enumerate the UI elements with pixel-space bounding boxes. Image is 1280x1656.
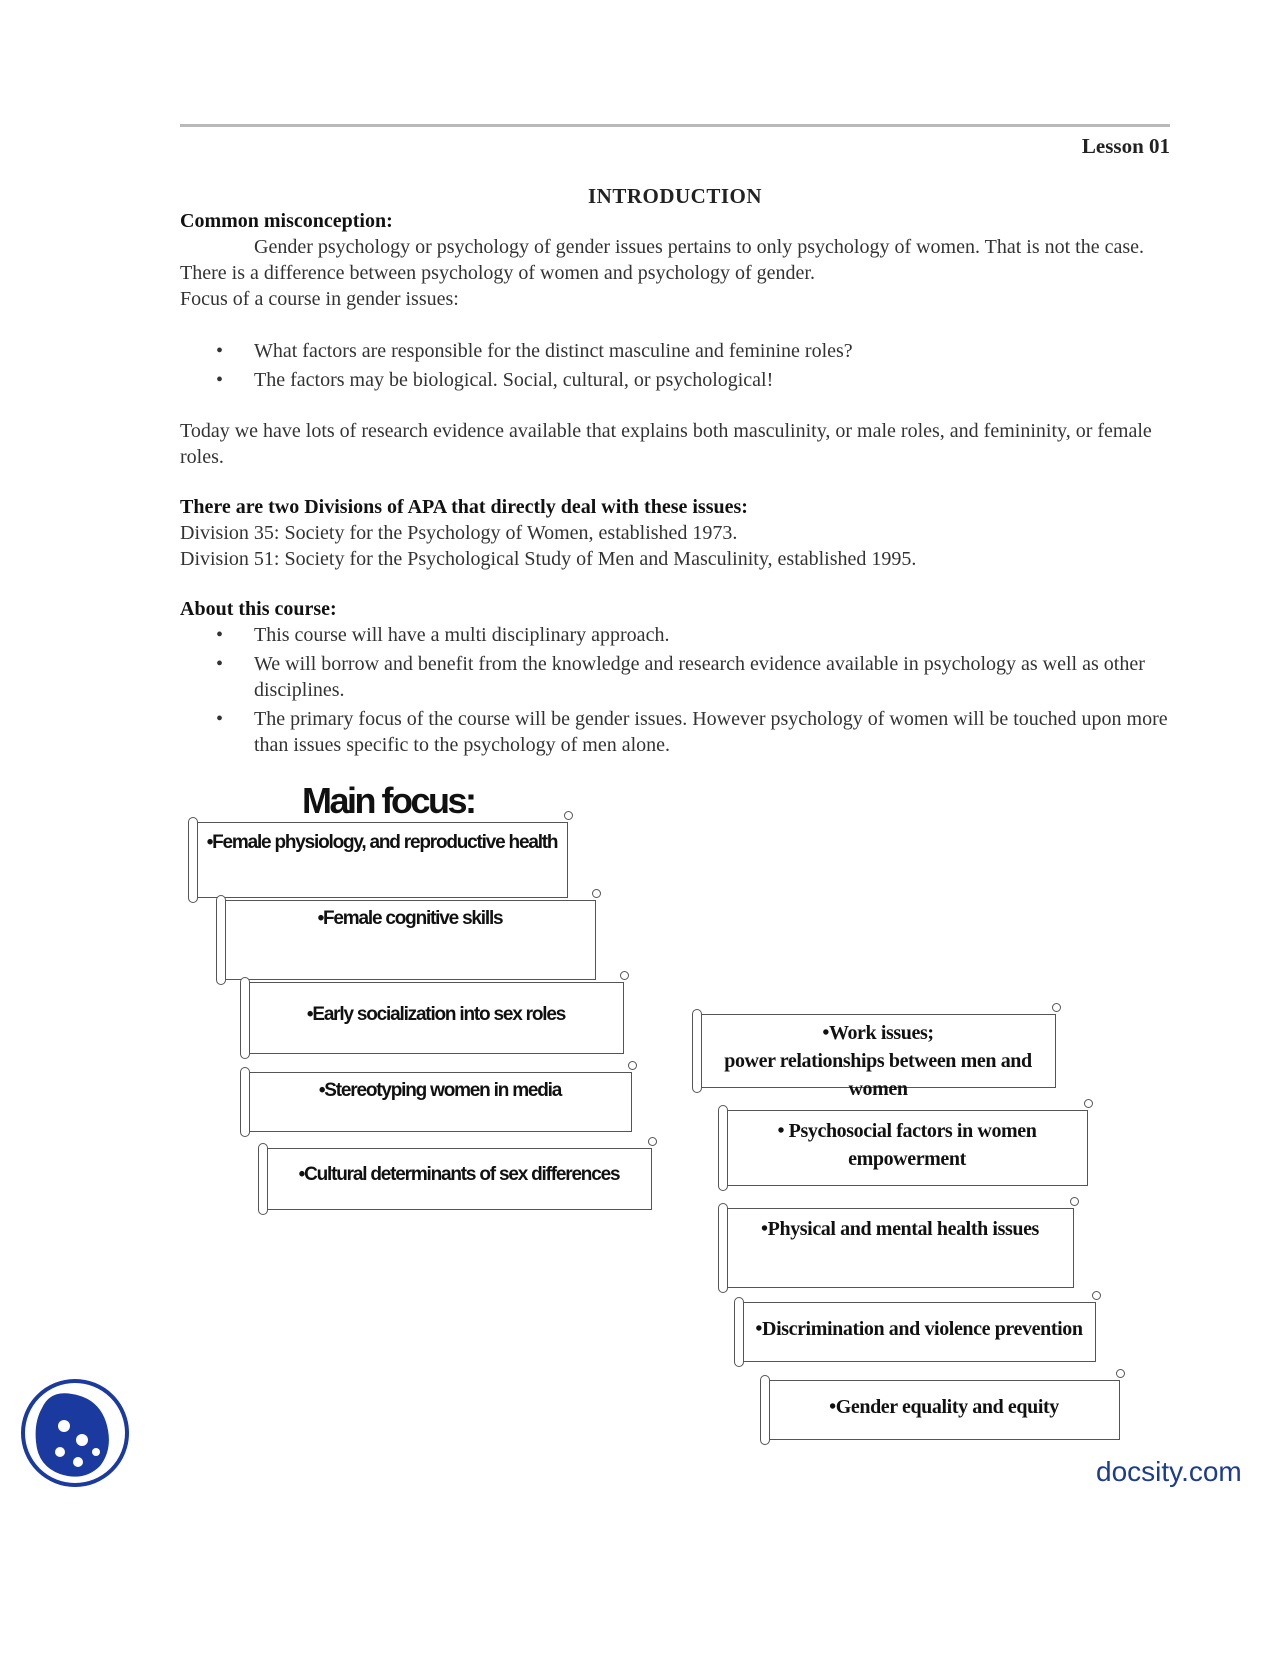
main-focus-title: Main focus: bbox=[302, 780, 475, 821]
intro-section bbox=[180, 208, 1170, 312]
division-35: Division 35: Society for the Psychology of Women, established 1973. bbox=[180, 522, 738, 544]
docsity-logo-icon bbox=[20, 1378, 130, 1488]
scroll-right-3 bbox=[726, 1208, 1074, 1288]
scroll-label: •Physical and mental health issues bbox=[761, 1218, 1039, 1240]
scroll-label-line2: power relationships between men and women bbox=[724, 1050, 1032, 1100]
page-title: INTRODUCTION bbox=[587, 184, 763, 208]
header-rule bbox=[180, 124, 1170, 127]
list-item: • The factors may be biological. Social, cultural, or psychological! bbox=[216, 369, 774, 391]
scroll-label: •Early socialization into sex roles bbox=[306, 1004, 566, 1025]
research-paragraph: Today we have lots of research evidence available that explains both masculinity, or male roles, and femininity, or female roles. bbox=[180, 420, 1152, 468]
course-heading: About this course: bbox=[180, 598, 337, 620]
course-list bbox=[180, 622, 1170, 758]
scroll-label-line1: •Work issues; bbox=[822, 1022, 934, 1044]
scroll-left-4 bbox=[248, 1072, 632, 1132]
focus-line: Focus of a course in gender issues: bbox=[180, 288, 459, 310]
apa-section bbox=[180, 494, 1170, 572]
scroll-right-4 bbox=[742, 1302, 1096, 1362]
misconception-heading: Common misconception: bbox=[180, 210, 393, 232]
course-section bbox=[180, 596, 1170, 761]
scroll-label: •Gender equality and equity bbox=[829, 1396, 1059, 1418]
list-item: • What factors are responsible for the distinct masculine and feminine roles? bbox=[216, 340, 853, 362]
lesson-number: Lesson 01 bbox=[1081, 134, 1170, 158]
scroll-left-3 bbox=[248, 982, 624, 1054]
scroll-label: •Stereotyping women in media bbox=[318, 1080, 562, 1101]
scroll-right-2 bbox=[726, 1110, 1088, 1186]
scroll-left-1 bbox=[196, 822, 568, 898]
scroll-label: • Psychosocial factors in women empowerment bbox=[777, 1120, 1037, 1170]
factors-list-section bbox=[180, 338, 1170, 396]
scroll-label: •Cultural determinants of sex differences bbox=[298, 1164, 620, 1185]
scroll-right-5 bbox=[768, 1380, 1120, 1440]
scroll-left-5 bbox=[266, 1148, 652, 1210]
docsity-link[interactable]: docsity.com bbox=[1096, 1456, 1242, 1487]
list-item: • This course will have a multi disciplinary approach. bbox=[216, 624, 670, 646]
scroll-label: •Female physiology, and reproductive health bbox=[206, 832, 558, 853]
list-item: • We will borrow and benefit from the knowledge and research evidence available in psychology as well as other disciplines. bbox=[216, 653, 1145, 701]
factors-list bbox=[180, 338, 1170, 393]
apa-heading: There are two Divisions of APA that directly deal with these issues: bbox=[180, 496, 748, 518]
list-item: • The primary focus of the course will be gender issues. However psychology of women will be touched upon more than issues specific to the psychology of men alone. bbox=[216, 708, 1168, 756]
misconception-paragraph: Gender psychology or psychology of gender issues pertains to only psychology of women. That is not the case. There is a difference between psychology of women and psychology of gender. bbox=[180, 236, 1145, 284]
scroll-right-1 bbox=[700, 1014, 1056, 1100]
scroll-left-2 bbox=[224, 900, 596, 980]
division-51: Division 51: Society for the Psychological Study of Men and Masculinity, established 1995. bbox=[180, 548, 917, 570]
scroll-label: •Female cognitive skills bbox=[317, 908, 503, 929]
scroll-label: •Discrimination and violence prevention bbox=[755, 1318, 1083, 1340]
